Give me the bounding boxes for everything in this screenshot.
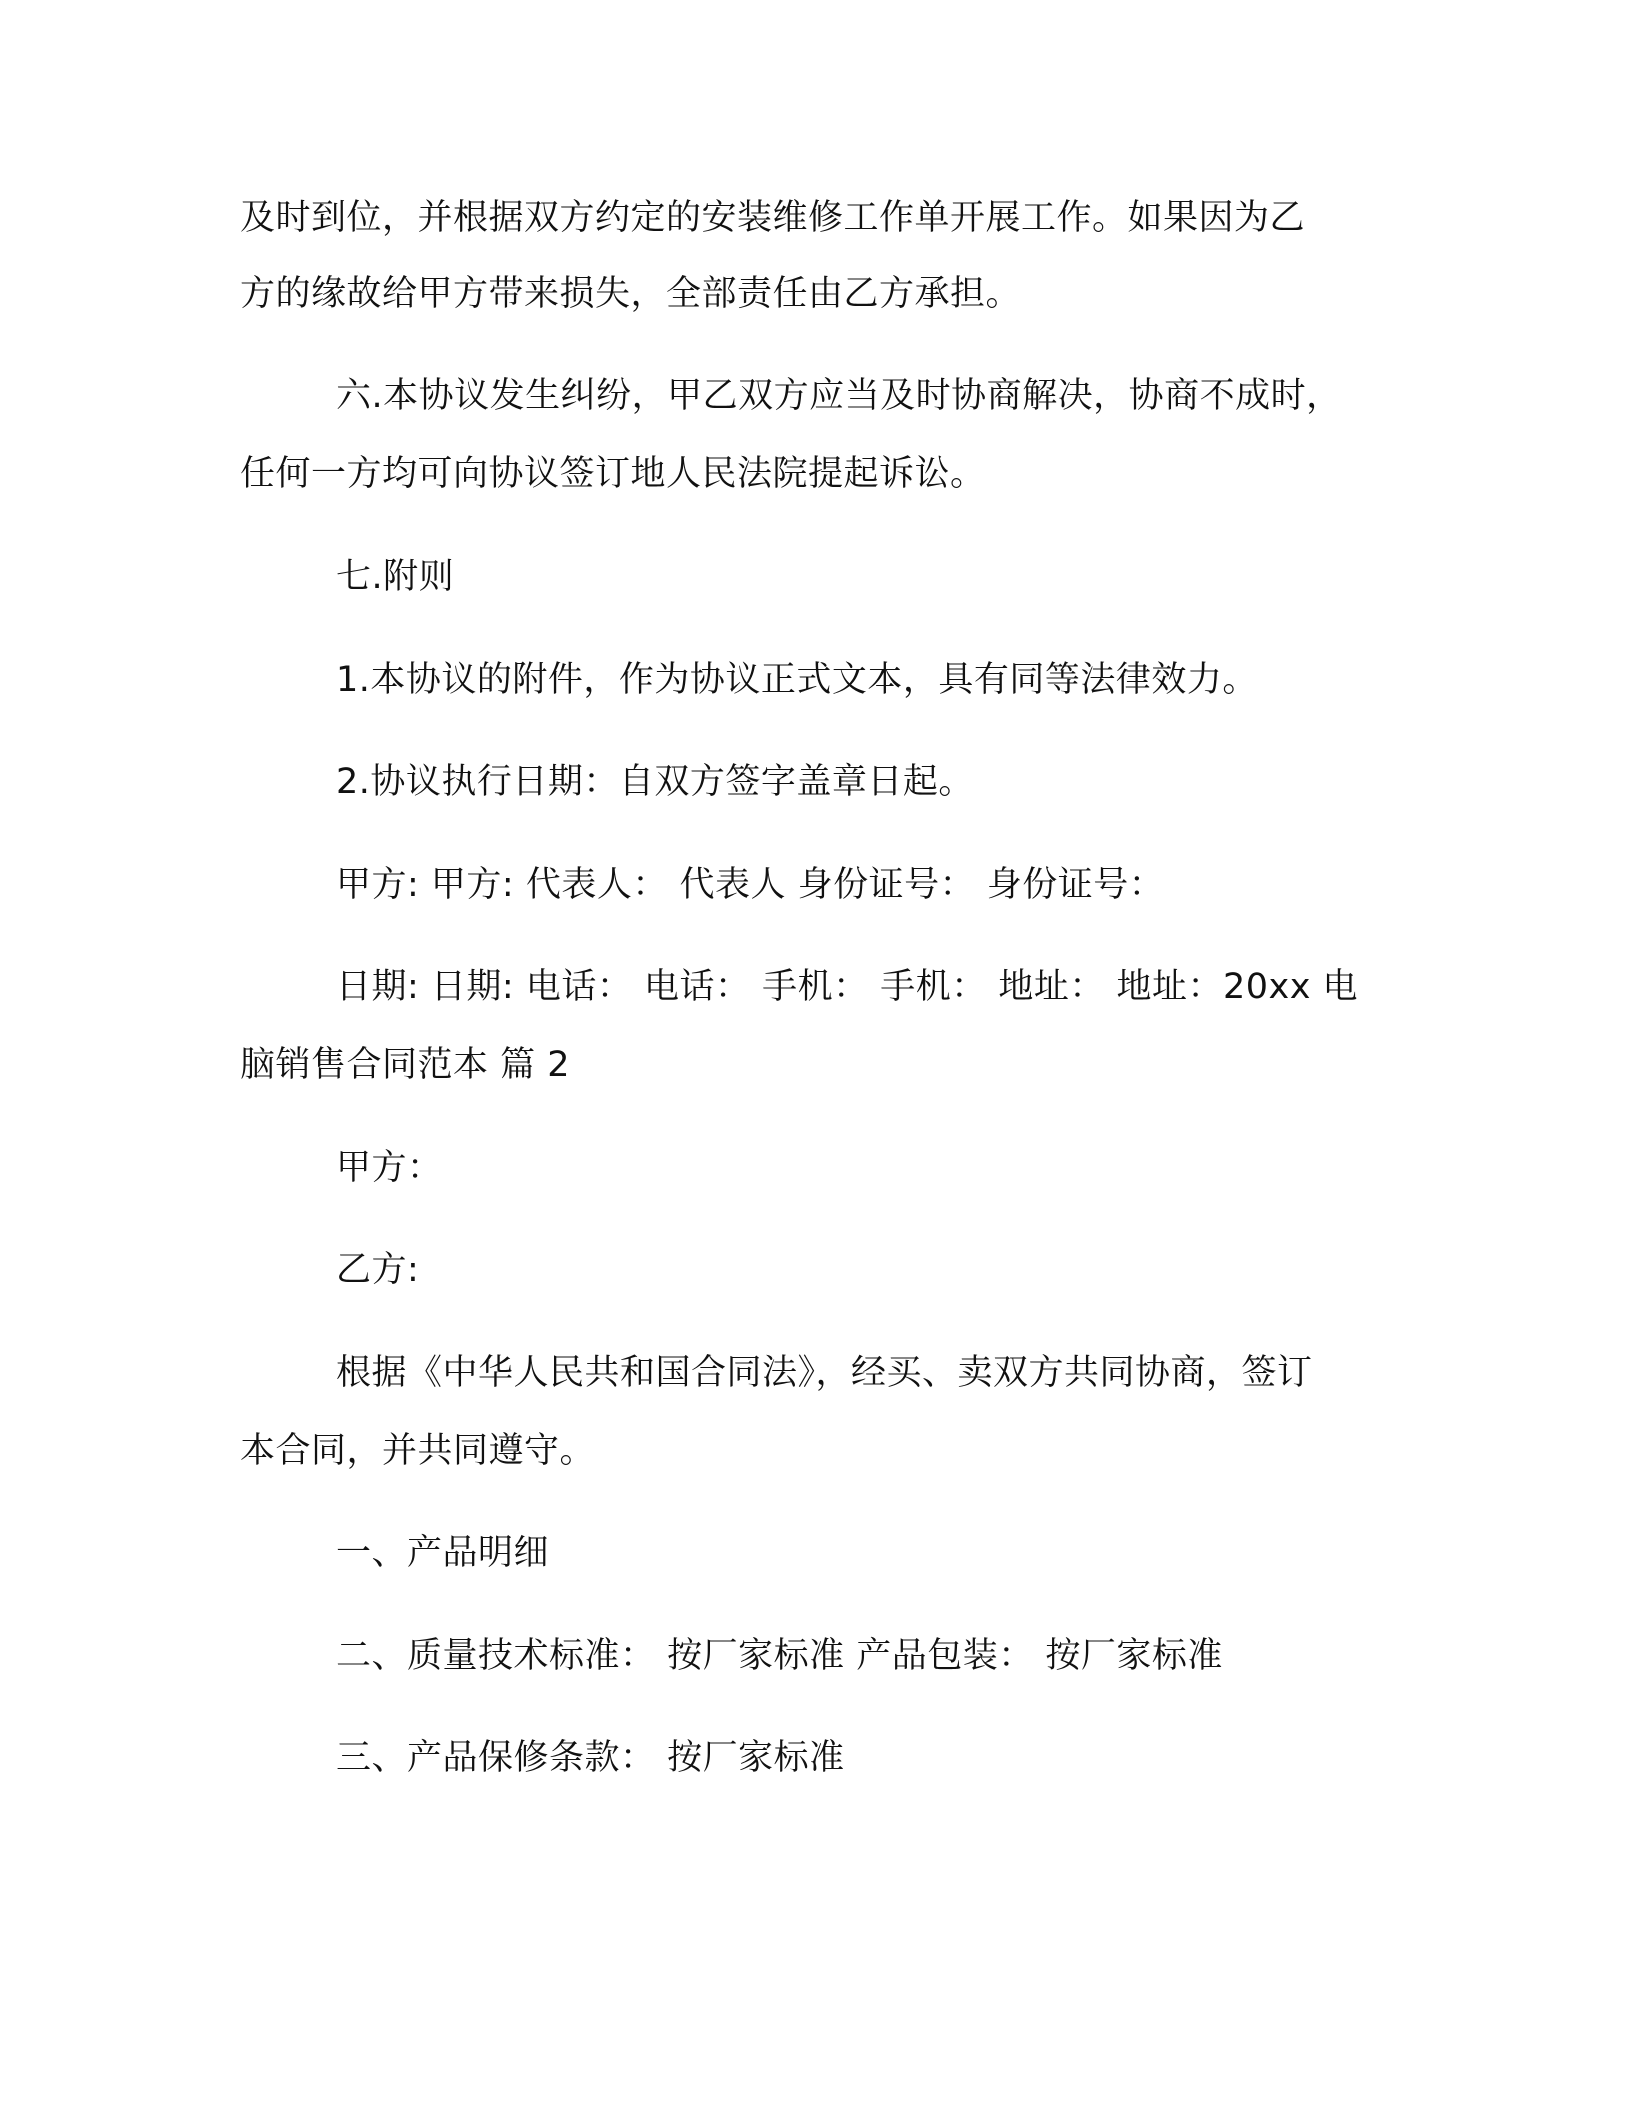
appendix-item-2: 2.协议执行日期：自双方签字盖章日起。 [336, 762, 974, 802]
party-b-label: 乙方: [336, 1250, 420, 1290]
preamble-line-2: 本合同，并共同遵守。 [240, 1431, 596, 1471]
preamble-line-1: 根据《中华人民共和国合同法》，经买、卖双方共同协商，签订 [336, 1353, 1313, 1393]
paragraph-line-2: 方的缘故给甲方带来损失，全部责任由乙方承担。 [240, 274, 1022, 314]
party-a-signature-line: 甲方: 甲方: 代表人： 代表人 身份证号： 身份证号： [336, 865, 1165, 905]
section-two-line: 二、质量技术标准： 按厂家标准 产品包装： 按厂家标准 [336, 1636, 1223, 1676]
appendix-item-1: 1.本协议的附件，作为协议正式文本，具有同等法律效力。 [336, 660, 1258, 700]
clause-six-line-2: 任何一方均可向协议签订地人民法院提起诉讼。 [240, 454, 986, 494]
section-one-heading: 一、产品明细 [336, 1533, 550, 1573]
party-a-label: 甲方： [336, 1148, 443, 1188]
clause-six-line-1: 六.本协议发生纠纷，甲乙双方应当及时协商解决，协商不成时， [336, 376, 1342, 416]
paragraph-line-1: 及时到位，并根据双方约定的安装维修工作单开展工作。如果因为乙 [240, 198, 1306, 238]
clause-seven-heading: 七.附则 [336, 557, 455, 597]
contact-info-line: 日期: 日期: 电话： 电话： 手机： 手机： 地址： 地址：20xx 电 [336, 967, 1359, 1007]
section-title-line: 脑销售合同范本 篇 2 [240, 1045, 571, 1085]
section-three-line: 三、产品保修条款： 按厂家标准 [336, 1738, 845, 1778]
